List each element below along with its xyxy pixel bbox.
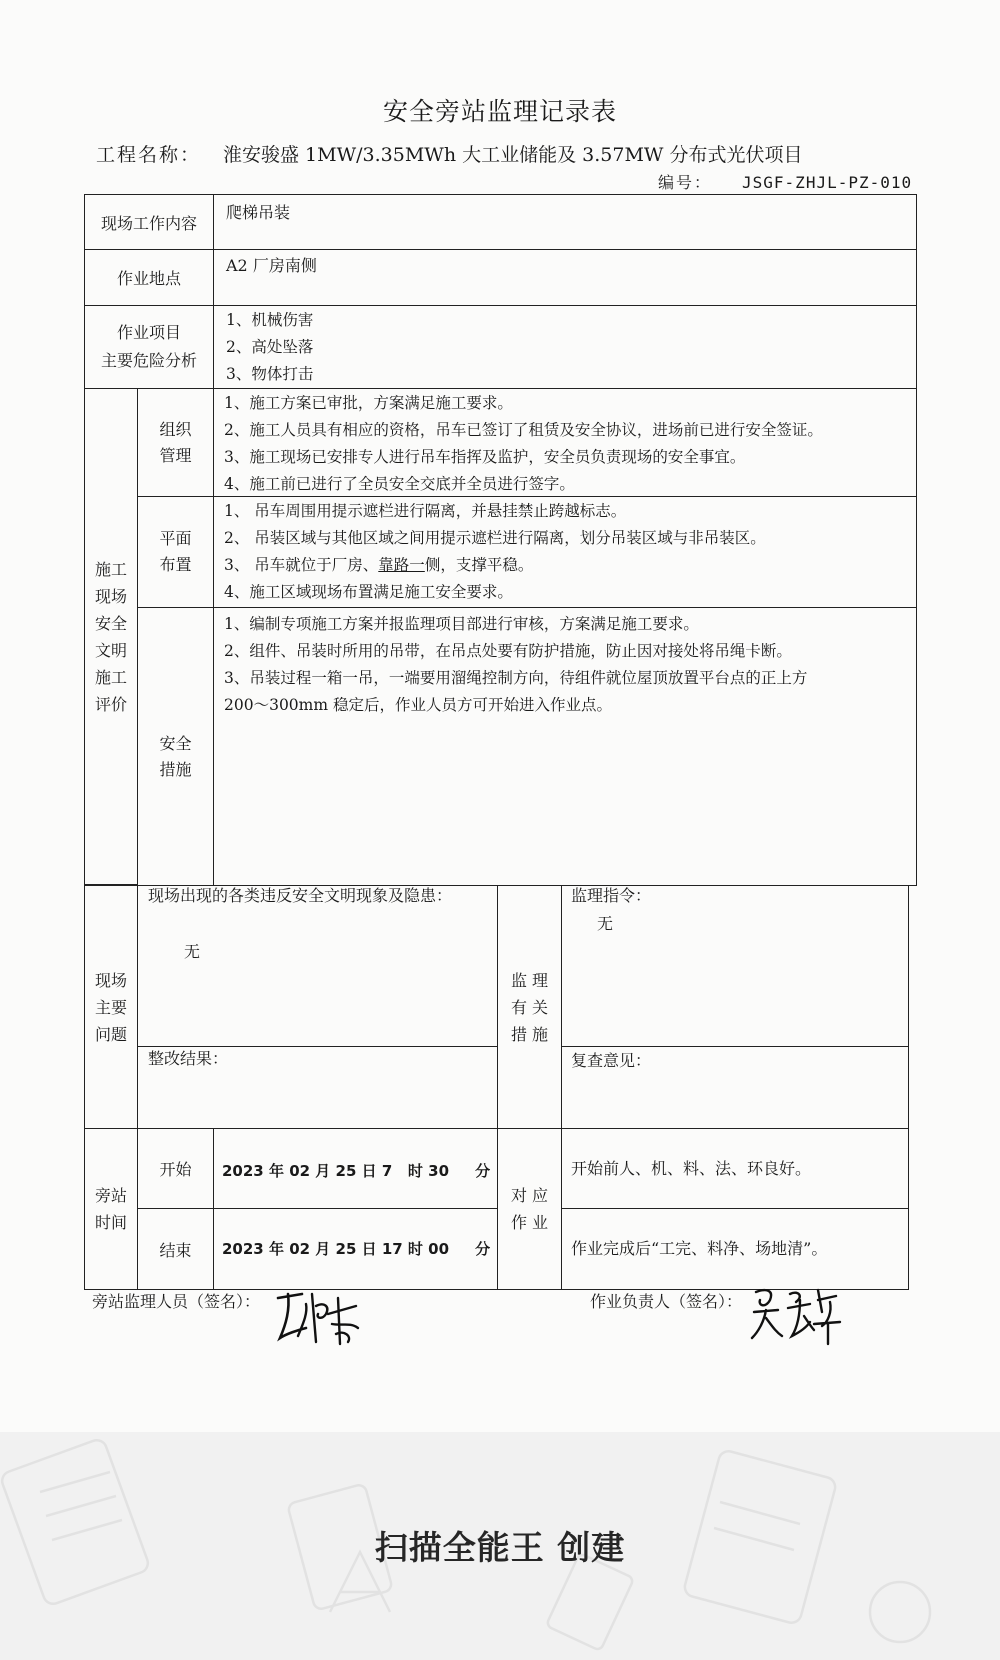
supervisor-signature [272,1284,362,1348]
response-label-line: 作 业 [510,1213,549,1232]
hazard-item: 1、机械伤害 [226,311,314,329]
evaluation-label-char: 评价 [94,694,127,714]
evaluation-label-cell [84,388,138,885]
issues-label-cell [84,885,138,1129]
review-heading: 复查意见： [571,1051,652,1070]
safety-cell [213,607,917,886]
measures-label-cell [497,885,562,1129]
start-time-cell [213,1128,498,1209]
evaluation-label-char: 施工 [94,559,127,579]
start-label: 开始 [159,1160,192,1179]
issues-label-line: 主要 [94,997,127,1017]
org-label-line: 管理 [159,445,192,465]
time-label-cell [84,1128,138,1290]
work-content-label-cell [84,194,214,250]
safety-item: 3、吊装过程一箱一吊，一端要用溜绳控制方向，待组件就位屋顶放置平台点的正上方 [224,669,808,687]
measures-label-line: 措 施 [510,1024,549,1044]
org-label-line: 组织 [159,419,192,439]
layout-item-part: 3、 吊车就位于厂房、 [224,556,379,574]
layout-item: 4、施工区域现场布置满足施工安全要求。 [224,583,513,601]
response-label-cell [497,1128,562,1290]
leader-signature [748,1282,844,1346]
end-label-cell [137,1208,214,1290]
review-cell [561,1046,909,1129]
layout-item-underlined: 靠路一 [378,556,425,574]
start-time-value: 2023 年 02 月 25 日 7 时 30 分 [222,1162,491,1180]
time-label-line: 旁站 [94,1186,127,1205]
issues-label-line: 问题 [94,1024,127,1044]
work-content-value: 爬梯吊装 [226,203,291,222]
layout-cell [213,496,917,608]
bleed-through-text [130,6,470,46]
layout-item-part: 侧，支撑平稳。 [424,556,534,574]
evaluation-label-char: 现场 [94,586,127,606]
org-item: 3、施工现场已安排专人进行吊车指挥及监护，安全员负责现场的安全事宜。 [224,448,746,466]
safety-item: 200～300mm 稳定后，作业人员方可开始进入作业点。 [224,696,612,714]
layout-label-line: 平面 [159,529,192,548]
hazard-label-2: 主要危险分析 [100,351,197,370]
end-time-cell [213,1208,498,1290]
safety-item: 1、编制专项施工方案并报监理项目部进行审核，方案满足施工要求。 [224,615,699,633]
layout-item: 2、 吊装区域与其他区域之间用提示遮栏进行隔离，划分吊装区域与非吊装区。 [224,529,766,547]
measures-label-line: 监 理 [510,970,549,990]
code-value: JSGF-ZHJL-PZ-010 [742,173,913,192]
evaluation-label-char: 施工 [94,667,127,687]
hazard-label-1: 作业项目 [116,323,181,342]
layout-item: 1、 吊车周围用提示遮栏进行隔离，并悬挂禁止跨越标志。 [224,502,627,520]
work-content-cell [213,194,917,250]
response-label-line: 对 应 [510,1186,549,1205]
issues-cell [137,885,498,1047]
org-label-cell [137,388,214,497]
hazard-item: 2、高处坠落 [226,338,314,356]
org-item: 1、施工方案已审批，方案满足施工要求。 [224,394,513,412]
project-name: 淮安骏盛 1MW/3.35MWh 大工业储能及 3.57MW 分布式光伏项目 [223,144,803,166]
layout-item [224,553,533,575]
leader-signature-label: 作业负责人（签名）： [590,1292,743,1311]
work-location-value: A2 厂房南侧 [226,256,317,275]
evaluation-label-char: 文明 [94,640,127,660]
start-label-cell [137,1128,214,1209]
instruction-heading: 监理指令： [571,886,652,905]
work-location-cell [213,249,917,306]
document-code-line [658,170,912,193]
project-name-line [96,140,802,167]
safety-label-cell [137,607,214,886]
project-label: 工程名称： [96,144,202,166]
issues-value: 无 [184,942,201,961]
end-time-value: 2023 年 02 月 25 日 17 时 00 分 [222,1240,491,1258]
layout-label-line: 布置 [159,555,192,574]
safety-label-line: 安全 [159,733,192,753]
hazard-item: 3、物体打击 [226,365,314,383]
instruction-value: 无 [597,914,614,933]
layout-label-cell [137,496,214,608]
document-title: 安全旁站监理记录表 [382,97,617,126]
rectify-cell [137,1046,498,1129]
org-item: 2、施工人员具有相应的资格，吊车已签订了租赁及安全协议，进场前已进行安全签证。 [224,421,823,439]
org-cell [213,388,917,497]
time-label-line: 时间 [94,1213,127,1232]
evaluation-label-char: 安全 [94,613,127,633]
hazard-cell [213,305,917,389]
safety-item: 2、组件、吊装时所用的吊带，在吊点处要有防护措施，防止因对接处将吊绳卡断。 [224,642,792,660]
issues-heading: 现场出现的各类违反安全文明现象及隐患： [148,886,453,905]
hazard-label-cell [84,305,214,389]
end-label: 结束 [159,1240,192,1260]
instruction-cell [561,885,909,1047]
response-start-value: 开始前人、机、料、法、环良好。 [571,1159,812,1178]
work-content-label: 现场工作内容 [100,213,197,233]
safety-label-line: 措施 [159,759,192,779]
issues-label-line: 现场 [94,970,127,990]
response-end-cell [561,1208,909,1290]
supervisor-signature-label: 旁站监理人员（签名）： [92,1292,261,1311]
response-start-cell [561,1128,909,1209]
response-end-value: 作业完成后“工完、料净、场地清”。 [571,1239,828,1258]
work-location-label-cell [84,249,214,306]
scanner-watermark-text: 扫描全能王 创建 [374,1528,626,1567]
code-label: 编号： [658,173,713,192]
org-item: 4、施工前已进行了全员安全交底并全员进行签字。 [224,475,575,493]
work-location-label: 作业地点 [116,269,181,288]
rectify-heading: 整改结果： [148,1049,229,1068]
measures-label-line: 有 关 [510,997,549,1017]
